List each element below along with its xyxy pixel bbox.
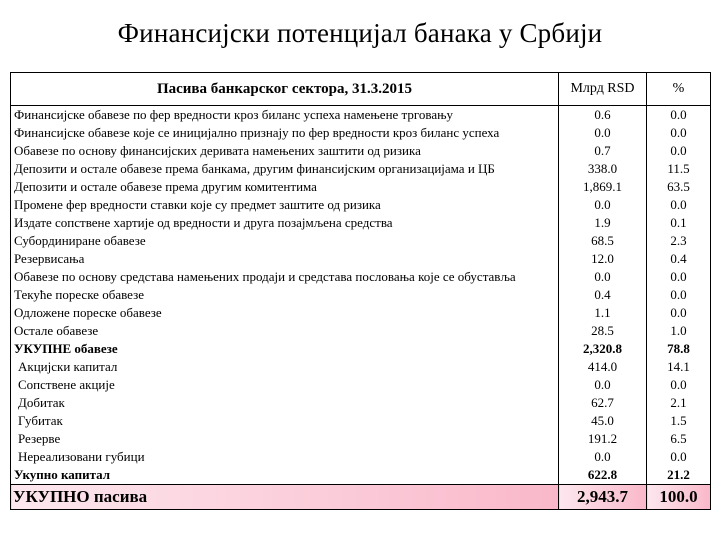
row-label: Текуће пореске обавезе bbox=[11, 286, 559, 304]
row-label: Издате сопствене хартије од вредности и друга позајмљена средства bbox=[11, 214, 559, 232]
table-row bbox=[11, 142, 711, 160]
table-row bbox=[11, 250, 711, 268]
row-pct: 1.0 bbox=[647, 322, 711, 340]
row-amount: 0.6 bbox=[559, 106, 647, 125]
row-amount: 0.0 bbox=[559, 124, 647, 142]
row-amount: 1,869.1 bbox=[559, 178, 647, 196]
table-row bbox=[11, 124, 711, 142]
row-amount: 0.0 bbox=[559, 376, 647, 394]
row-pct: 6.5 bbox=[647, 430, 711, 448]
header-name: Пасива банкарског сектора, 31.3.2015 bbox=[11, 73, 559, 106]
table-row bbox=[11, 376, 711, 394]
table-row bbox=[11, 448, 711, 466]
table-row bbox=[11, 412, 711, 430]
row-pct: 0.0 bbox=[647, 304, 711, 322]
row-label: Сопствене акције bbox=[11, 376, 559, 394]
row-label: Резерве bbox=[11, 430, 559, 448]
table-row bbox=[11, 340, 711, 358]
row-label: Промене фер вредности ставки које су предмет заштите од ризика bbox=[11, 196, 559, 214]
row-label: Финансијске обавезе по фер вредности кроз биланс успеха намењене трговању bbox=[11, 106, 559, 125]
row-pct: 2.1 bbox=[647, 394, 711, 412]
table-row bbox=[11, 196, 711, 214]
row-amount: 28.5 bbox=[559, 322, 647, 340]
row-amount: 45.0 bbox=[559, 412, 647, 430]
row-pct: 0.0 bbox=[647, 196, 711, 214]
row-pct: 0.1 bbox=[647, 214, 711, 232]
row-pct: 0.0 bbox=[647, 268, 711, 286]
table-row bbox=[11, 106, 711, 125]
row-label: Финансијске обавезе које се иницијално признају по фер вредности кроз биланс успеха bbox=[11, 124, 559, 142]
table-row bbox=[11, 268, 711, 286]
table-row bbox=[11, 322, 711, 340]
row-label: Обавезе по основу финансијских деривата намењених заштити од ризика bbox=[11, 142, 559, 160]
row-label: УКУПНЕ обавезе bbox=[11, 340, 559, 358]
row-label: Добитак bbox=[11, 394, 559, 412]
row-label: Обавезе по основу средстава намењених продаји и средстава пословања које се обуставља bbox=[11, 268, 559, 286]
row-amount: 12.0 bbox=[559, 250, 647, 268]
table-row bbox=[11, 160, 711, 178]
row-pct: 0.0 bbox=[647, 448, 711, 466]
row-amount: 0.4 bbox=[559, 286, 647, 304]
table-row bbox=[11, 430, 711, 448]
row-label: Акцијски капитал bbox=[11, 358, 559, 376]
total-pct: 100.0 bbox=[647, 485, 711, 510]
row-pct: 0.0 bbox=[647, 106, 711, 125]
table-row bbox=[11, 358, 711, 376]
row-pct: 0.0 bbox=[647, 142, 711, 160]
row-label: Субординиране обавезе bbox=[11, 232, 559, 250]
row-pct: 2.3 bbox=[647, 232, 711, 250]
header-amount: Млрд RSD bbox=[559, 73, 647, 106]
row-pct: 1.5 bbox=[647, 412, 711, 430]
row-amount: 1.1 bbox=[559, 304, 647, 322]
row-label: Остале обавезе bbox=[11, 322, 559, 340]
row-pct: 0.0 bbox=[647, 124, 711, 142]
table-row bbox=[11, 232, 711, 250]
row-amount: 0.7 bbox=[559, 142, 647, 160]
row-pct: 0.0 bbox=[647, 376, 711, 394]
table-row bbox=[11, 178, 711, 196]
row-amount: 0.0 bbox=[559, 196, 647, 214]
table-row bbox=[11, 286, 711, 304]
row-amount: 2,320.8 bbox=[559, 340, 647, 358]
table-row bbox=[11, 214, 711, 232]
row-label: Укупно капитал bbox=[11, 466, 559, 485]
row-amount: 68.5 bbox=[559, 232, 647, 250]
row-label: Депозити и остале обавезе према банкама, другим финансијским организацијама и ЦБ bbox=[11, 160, 559, 178]
row-pct: 14.1 bbox=[647, 358, 711, 376]
total-row bbox=[11, 485, 711, 510]
row-pct: 78.8 bbox=[647, 340, 711, 358]
row-amount: 622.8 bbox=[559, 466, 647, 485]
row-pct: 21.2 bbox=[647, 466, 711, 485]
row-label: Депозити и остале обавезе према другим комитентима bbox=[11, 178, 559, 196]
table-body bbox=[11, 106, 711, 510]
total-label: УКУПНО пасива bbox=[11, 485, 559, 510]
liabilities-table bbox=[10, 72, 711, 510]
row-pct: 11.5 bbox=[647, 160, 711, 178]
row-amount: 191.2 bbox=[559, 430, 647, 448]
table-row bbox=[11, 304, 711, 322]
table-header-row bbox=[11, 73, 711, 106]
page-title: Финансијски потенцијал банака у Србији bbox=[117, 18, 603, 48]
row-pct: 0.0 bbox=[647, 286, 711, 304]
header-pct: % bbox=[647, 73, 711, 106]
row-label: Резервисања bbox=[11, 250, 559, 268]
row-pct: 63.5 bbox=[647, 178, 711, 196]
row-amount: 0.0 bbox=[559, 268, 647, 286]
row-amount: 338.0 bbox=[559, 160, 647, 178]
row-label: Одложене пореске обавезе bbox=[11, 304, 559, 322]
row-amount: 1.9 bbox=[559, 214, 647, 232]
row-amount: 414.0 bbox=[559, 358, 647, 376]
total-amount: 2,943.7 bbox=[559, 485, 647, 510]
table-row bbox=[11, 394, 711, 412]
row-label: Нереализовани губици bbox=[11, 448, 559, 466]
row-label: Губитак bbox=[11, 412, 559, 430]
row-pct: 0.4 bbox=[647, 250, 711, 268]
row-amount: 62.7 bbox=[559, 394, 647, 412]
row-amount: 0.0 bbox=[559, 448, 647, 466]
table-row bbox=[11, 466, 711, 485]
